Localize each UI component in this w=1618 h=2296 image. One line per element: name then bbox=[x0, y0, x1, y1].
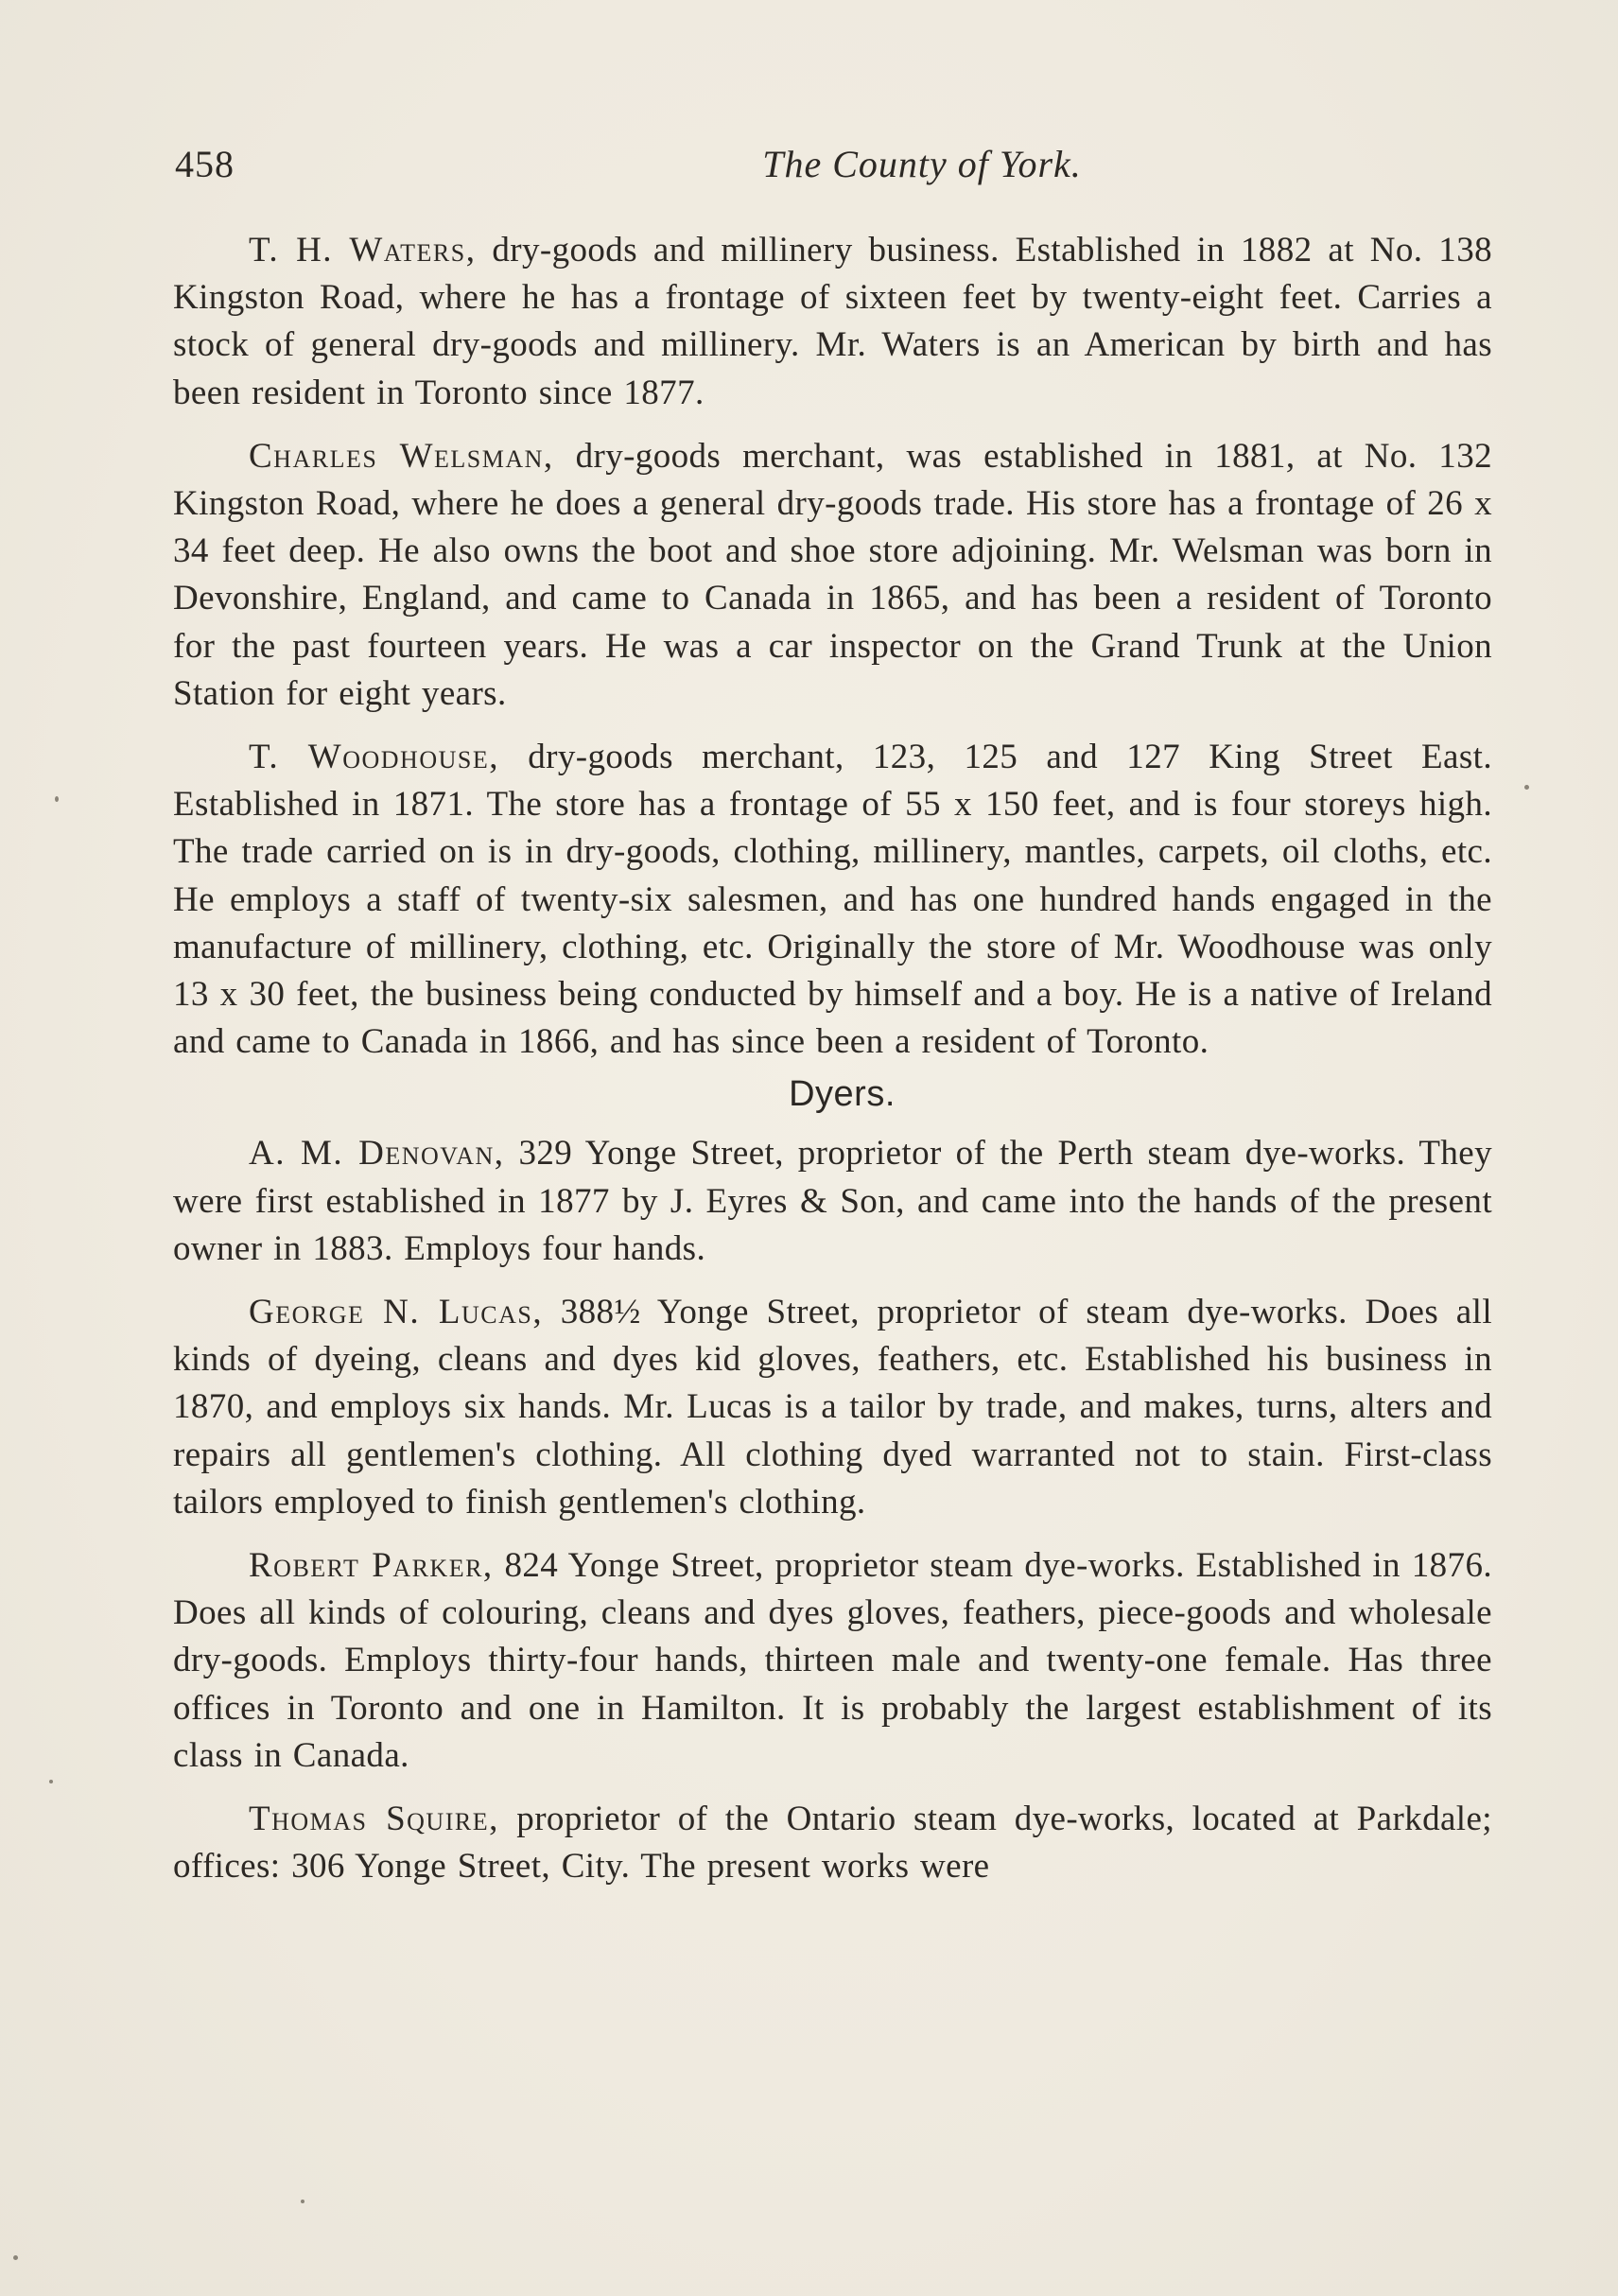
running-head bbox=[175, 142, 1480, 199]
entry-text: dry-goods and millinery business. Established in 1882 at No. 138 Kingston Road, where he has a frontage of sixteen feet by twenty-eight feet. Carries a stock of general dry-goods and millinery. Mr. Waters is an American by birth and has been resident in Toronto since 1877. bbox=[173, 231, 1492, 412]
entry-text: 388½ Yonge Street, proprietor of steam dye-works. Does all kinds of dyeing, cleans and dyes kid gloves, feathers, etc. Established his business in 1870, and employs six hands. Mr. Lucas is a tailor by trade, and makes, turns, alters and repairs all gentlemen's clothing. All clothing dyed warranted not to stain. First-class tailors employed to finish gentlemen's clothing. bbox=[173, 1293, 1492, 1522]
entry-name: Charles Welsman, bbox=[249, 436, 554, 476]
paper-speck bbox=[49, 1780, 53, 1783]
entry-name: A. M. Denovan, bbox=[249, 1134, 505, 1174]
section-heading-dyers: Dyers. bbox=[789, 1074, 896, 1115]
entry-woodhouse bbox=[173, 734, 1492, 1066]
page-number: 458 bbox=[175, 143, 235, 185]
entry-text: 824 Yonge Street, proprietor steam dye-works. Established in 1876. Does all kinds of colouring, cleans and dyes gloves, feathers, piece-goods and wholesale dry-goods. Employs thirty-four hands, thirteen male and twenty-one female. Has three offices in Toronto and one in Hamilton. It is probably the largest establishment of its class in Canada. bbox=[173, 1546, 1492, 1775]
body-text bbox=[173, 227, 1492, 1907]
entry-welsman bbox=[173, 433, 1492, 718]
entry-name: Thomas Squire, bbox=[249, 1800, 499, 1839]
entry-text: 329 Yonge Street, proprietor of the Perth steam dye-works. They were first established in 1877 by J. Eyres & Son, and came into the hands of the present owner in 1883. Employs four hands. bbox=[173, 1134, 1492, 1268]
paper-speck bbox=[55, 796, 59, 802]
entry-lucas bbox=[173, 1289, 1492, 1526]
paper-speck bbox=[1524, 785, 1529, 790]
paper-speck bbox=[301, 2200, 304, 2203]
entry-text: proprietor of the Ontario steam dye-works, located at Parkdale; offices: 306 Yonge Street, City. The present works were bbox=[173, 1800, 1492, 1887]
paper-speck bbox=[13, 2255, 18, 2260]
running-title: The County of York. bbox=[762, 143, 1082, 185]
entry-text: dry-goods merchant, 123, 125 and 127 King Street East. Established in 1871. The store has a frontage of 55 x 150 feet, and is four storeys high. The trade carried on is in dry-goods, clothing, millinery, mantles, carpets, oil cloths, etc. He employs a staff of twenty-six salesmen, and has one hundred hands engaged in the manufacture of millinery, clothing, etc. Originally the store of Mr. Woodhouse was only 13 x 30 feet, the business being conducted by himself and a boy. He is a native of Ireland and came to Canada in 1866, and has since been a resident of Toronto. bbox=[173, 738, 1492, 1062]
entry-waters bbox=[173, 227, 1492, 417]
entry-squire bbox=[173, 1796, 1492, 1890]
entry-name: T. H. Waters, bbox=[249, 231, 477, 270]
entry-name: Robert Parker, bbox=[249, 1546, 494, 1586]
entry-text: dry-goods merchant, was established in 1881, at No. 132 Kingston Road, where he does a general dry-goods trade. His store has a frontage of 26 x 34 feet deep. He also owns the boot and shoe store adjoining. Mr. Welsman was born in Devonshire, England, and came to Canada in 1865, and has been a resident of Toronto for the past fourteen years. He was a car inspector on the Grand Trunk at the Union Station for eight years. bbox=[173, 436, 1492, 713]
entry-parker bbox=[173, 1542, 1492, 1780]
entry-denovan bbox=[173, 1130, 1492, 1273]
entry-name: T. Woodhouse, bbox=[249, 738, 499, 777]
entry-name: George N. Lucas, bbox=[249, 1293, 544, 1332]
